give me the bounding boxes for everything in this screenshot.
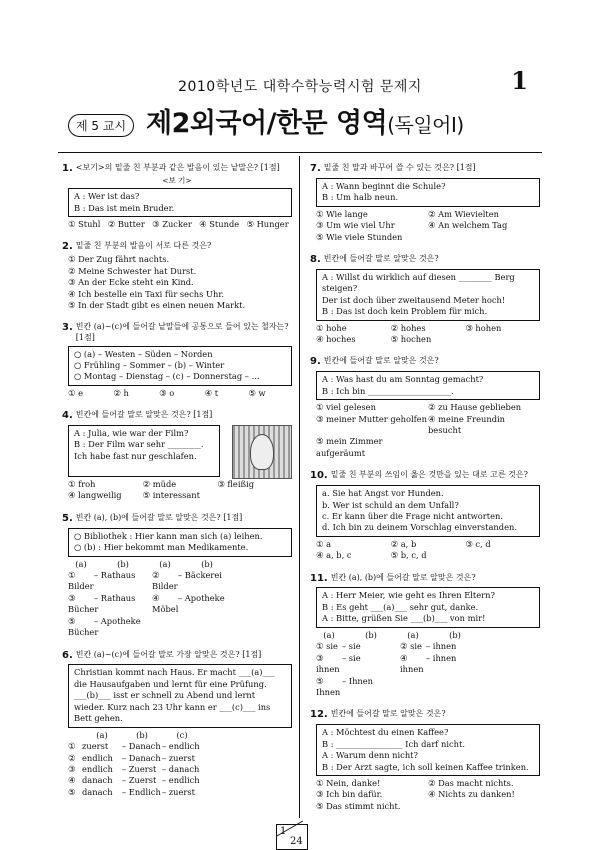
question-number: 10. [310,470,328,482]
answer-option: endlich [82,752,113,763]
answer-option: ④ ihnen [400,652,424,675]
question-text: 밑줄 친 부분의 쓰임이 옳은 것만을 있는 대로 고른 것은? [330,470,528,480]
table-header: (a) [159,558,171,569]
question-stem [310,708,540,722]
passage-line: A : Warum denn nicht? [322,750,418,761]
passage-line: A : Was hast du am Sonntag gemacht? [322,374,484,385]
table-header: (c) [176,729,188,740]
answer-option: ⑤ Ihnen [316,675,341,697]
answer-option: ④ Ich bestelle ein Taxi für sechs Uhr. [68,288,225,299]
table-header: (a) [407,629,419,640]
answer-option: ⑤ w [248,387,266,398]
passage-line: B : Das ist doch kein Problem für mich. [322,306,488,317]
question [310,355,540,459]
table-header: (b) [136,729,148,740]
answer-option: ③ ihnen [316,652,340,675]
answer-option: ④ langweilig [68,490,122,501]
question [310,162,540,243]
passage-line: ○ Bibliothek : Hier kann man sich (a) leihen. [74,530,263,541]
answer-option: ② müde [142,479,177,490]
option-table [68,559,292,639]
column-divider [299,156,300,818]
answer-option: endlich [82,763,113,774]
question-number: 6. [62,649,73,661]
question-text: 빈칸에 들어갈 말로 알맞은 것은? [323,253,439,263]
passage-box [68,425,220,477]
passage-line: Christian kommt nach Haus. Er macht ___(a)___ die Hausaufgaben und lernt für eine Prüfung. ___(b)___ isst er schnell zu Abend und lernt wieder. Kurz nach 23 Uhr kann er ___(c)___ ins Bett gehen. [74,667,275,724]
answer-option: – sie [342,641,361,652]
passage-line: Der ist doch über zweitausend Meter hoch! [322,294,506,305]
passage-line: A : Herr Meier, wie geht es Ihren Eltern? [322,590,495,601]
question-stem [62,240,292,254]
answer-option: – Rathaus [94,570,136,581]
question-stem [310,572,540,586]
session-badge: 제 5 교시 [68,114,134,137]
question-number: 12. [310,709,328,721]
passage-line: A : Wann beginnt die Schule? [322,180,446,191]
question [62,240,292,311]
passage-line: ○ Montag – Dienstag – (c) – Donnerstag – ... [74,371,260,382]
question-number: 1. [62,163,73,174]
option-row [68,388,292,399]
table-header: (b) [449,629,461,640]
answer-option: ⑤ hochen [390,333,432,344]
answer-option: ② zu Hause geblieben [428,402,522,413]
answer-option: ① hohe [316,322,347,333]
question [62,649,292,799]
answer-option: ⑤ Wie viele Stunden [316,231,403,242]
question-number: 3. [62,322,73,334]
passage-line: A : Julia, wie war der Film? [74,428,189,439]
passage-box [316,371,540,400]
subject-sub: (독일어Ⅰ) [387,113,464,137]
answer-option: ④ t [204,387,219,398]
subject-main: 제2외국어/한문 영역 [146,108,388,139]
answer-option: danach [82,775,113,786]
answer-option: – ihnen [426,652,457,663]
answer-option [426,676,484,699]
question-text: <보기>의 밑줄 친 부분과 같은 발음이 있는 낱말은? [1점] [75,163,280,172]
answer-option: ③ fleißig [217,479,255,490]
passage-line: B : Um halb neun. [322,192,399,203]
answer-option: – Danach [122,752,161,763]
answer-option: – Apotheke [94,615,141,626]
passage-line: b. Wer ist schuld an dem Unfall? [322,499,459,510]
question [62,512,292,639]
answer-option: ③ Ich bin dafür. [316,789,383,800]
question-text: 밑줄 친 말과 바꾸어 쓸 수 있는 것은? [1점] [323,163,476,172]
answer-option: – Zuerst [122,775,157,786]
passage-box [68,346,292,386]
person-illustration [250,434,274,470]
passage-line: A : Willst du wirklich auf diesen ________ Berg steigen? [322,271,515,294]
question-text: 빈칸 (a)~(c)에 들어갈 말로 가장 알맞은 것은? [1점] [75,649,262,659]
question-text: 빈칸 (a)~(c)에 들어갈 낱말들에 공통으로 들어 있는 철자는? [1점] [75,322,289,343]
question [310,572,540,699]
answer-option: ① froh [68,479,96,490]
answer-option: ② Bilder [152,570,178,592]
footer-total: 24 [290,836,303,847]
left-column [62,162,292,808]
question [62,409,292,502]
question-stem [62,409,292,423]
page-number: 1 [511,66,528,95]
answer-option: ④ meine Freundin besucht [428,413,506,435]
question-stem [310,253,540,267]
passage-line: ○ (a) – Westen – Süden – Norden [74,348,213,359]
answer-option: – Apotheke [178,592,225,603]
question-number: 4. [62,410,73,422]
question-number: 11. [310,572,328,584]
question [62,321,292,399]
answer-option: ③ meiner Mutter geholfen [316,413,427,424]
answer-option: ⑤ Hunger [246,219,289,230]
question [62,162,292,230]
passage-line: B : Das ist mein Bruder. [74,202,175,213]
question-text: 빈칸 (a), (b)에 들어갈 말로 알맞은 것은? [330,572,476,582]
passage-box [316,485,540,537]
table-header: (b) [117,558,129,569]
option-grid [316,323,540,346]
passage-line: c. Er kann über die Frage nicht antworten. [322,510,503,521]
answer-option: ① e [68,387,83,398]
option-row [68,219,292,230]
answer-option: – Zuerst [122,763,157,774]
question-stem [62,162,292,176]
subject-title [146,101,464,140]
right-column [310,162,540,822]
answer-option: ① viel gelesen [316,402,376,413]
table-header: (a) [75,558,87,569]
table-header: (a) [323,629,335,640]
passage-box [316,178,540,207]
answer-option [400,676,426,699]
question-stem [310,469,540,483]
question-stem [310,162,540,176]
answer-option: ② hohes [390,322,426,333]
question-number: 8. [310,253,321,265]
answer-option: ④ Möbel [152,592,179,615]
answer-option: danach [82,786,113,797]
question-text: 빈칸에 들어갈 말로 알맞은 것은? [1점] [75,410,213,420]
answer-option: – Danach [122,741,161,752]
passage-line: a. Sie hat Angst vor Hunden. [322,488,444,499]
answer-option: ① Stuhl [68,219,101,230]
question-text: 빈칸 (a), (b)에 들어갈 말로 알맞은 것은? [1점] [75,512,243,522]
passage-box [316,587,540,627]
answer-option: ① a [316,538,332,549]
answer-option: zuerst [82,741,109,752]
answer-option: ① Bilder [68,570,94,592]
answer-option: ⑤ Bücher [68,615,99,638]
passage-box [68,528,292,557]
answer-option: ② Meine Schwester hat Durst. [68,265,197,276]
answer-option: ② sie [400,641,422,652]
question [310,708,540,812]
answer-option: ③ [68,763,76,774]
answer-option: ⑤ mein Zimmer aufgeräumt [316,436,383,458]
passage-box [316,269,540,321]
question-stem [310,355,540,369]
option-grid [316,778,540,812]
answer-option: ③ Um wie viel Uhr [316,220,395,231]
answer-option: ④ Stunde [199,219,240,230]
answer-option: – endlich [162,741,200,752]
passage-line: A : Möchtest du einen Kaffee? [322,727,449,738]
answer-option: – danach [162,763,200,774]
answer-option: – zuerst [162,752,195,763]
answer-option: ② Das macht nichts. [428,777,514,788]
answer-option: – Bäckerei [178,570,222,581]
question [310,253,540,345]
answer-option [152,616,178,639]
answer-option: – Endlich [122,786,161,797]
option-grid [316,209,540,243]
question-text: 빈칸에 들어갈 말로 알맞은 것은? [330,709,446,719]
table-header [68,730,82,741]
answer-option: ② Am Wievielten [428,208,500,219]
passage-line: Ich habe fast nur geschlafen. [74,450,197,461]
question-number: 7. [310,163,321,174]
passage-line: B : Es geht ___(a)___ sehr gut, danke. [322,601,479,612]
answer-option: ③ Zucker [152,219,192,230]
answer-option: ④ An welchem Tag [428,220,508,231]
answer-option: – Rathaus [94,592,136,603]
answer-option: ⑤ In der Stadt gibt es einen neuen Markt. [68,300,246,310]
answer-option: ② a, b [390,538,417,549]
option-table [316,630,540,699]
answer-option: ③ o [159,387,175,398]
question-stem [62,512,292,526]
answer-option: ④ [68,775,76,786]
answer-option: – zuerst [162,786,195,797]
question-text: 밑줄 친 부분의 발음이 서로 다른 것은? [75,241,212,251]
theater-illustration [232,425,292,479]
answer-option [178,616,236,639]
option-grid [316,539,540,562]
answer-option: ③ c, d [465,538,491,549]
answer-option: – Ihnen [342,675,374,686]
question-stem [62,649,292,663]
option-list [68,254,292,311]
question-stem [62,321,292,343]
answer-option: ① [68,741,76,752]
passage-box [68,664,292,727]
passage-line: B : ________________ Ich darf nicht. [322,738,465,749]
answer-option: ⑤ interessant [142,490,200,501]
legend-label: <보 기> [162,175,192,185]
table-header: (a) [96,729,108,740]
answer-option: ① sie [316,641,338,652]
answer-option: ⑤ b, c, d [390,550,427,561]
answer-option: ④ a, b, c [316,550,352,561]
answer-option: ① Der Zug fährt nachts. [68,254,170,265]
passage-line: ○ Frühling – Sommer – (b) – Winter [74,359,225,370]
passage-line: ○ (b) : Hier bekommt man Medikamente. [74,542,249,553]
answer-option: ① Nein, danke! [316,777,381,788]
answer-option: ② h [113,387,129,398]
passage-box [68,188,292,217]
passage-line: A : Wer ist das? [74,191,140,202]
question-number: 2. [62,241,73,253]
passage-box [316,724,540,776]
answer-option: ② [68,752,76,763]
answer-option: ③ Bücher [68,592,99,615]
answer-option: ③ hohen [465,322,502,333]
answer-option: ④ Nichts zu danken! [428,789,515,800]
table-header: (b) [365,629,377,640]
answer-option: – sie [342,652,361,663]
footer-page: 1 [280,826,287,837]
passage-line: d. Ich bin zu deinem Vorschlag einverstanden. [322,522,517,533]
passage-line: B : Der Arzt sagte, ich soll keinen Kaffee trinken. [322,761,529,772]
answer-option: ⑤ [68,786,76,797]
header-rule [58,152,542,153]
question-text: 빈칸에 들어갈 말로 알맞은 것은? [323,356,439,366]
passage-line: B : Ich bin ____________________. [322,385,454,396]
answer-option: ③ An der Ecke steht ein Kind. [68,277,194,288]
table-header: (b) [201,558,213,569]
option-table [68,730,292,799]
answer-option: – ihnen [426,641,457,652]
answer-option: ④ hoches [316,333,356,344]
exam-title: 2010학년도 대학수학능력시험 문제지 [178,79,422,95]
question-number: 9. [310,356,321,368]
passage-line: B : Der Film war sehr ________. [74,439,204,450]
option-grid [68,479,292,502]
passage-line: A : Bitte, grüßen Sie ___(b)___ von mir! [322,613,486,624]
answer-option: ② Butter [107,219,145,230]
question-number: 5. [62,512,73,524]
answer-option: – endlich [162,775,200,786]
passage-with-image [62,423,292,479]
answer-option: ① Wie lange [316,208,368,219]
question [310,469,540,561]
option-grid [316,402,540,459]
answer-option: ⑤ Das stimmt nicht. [316,800,401,811]
